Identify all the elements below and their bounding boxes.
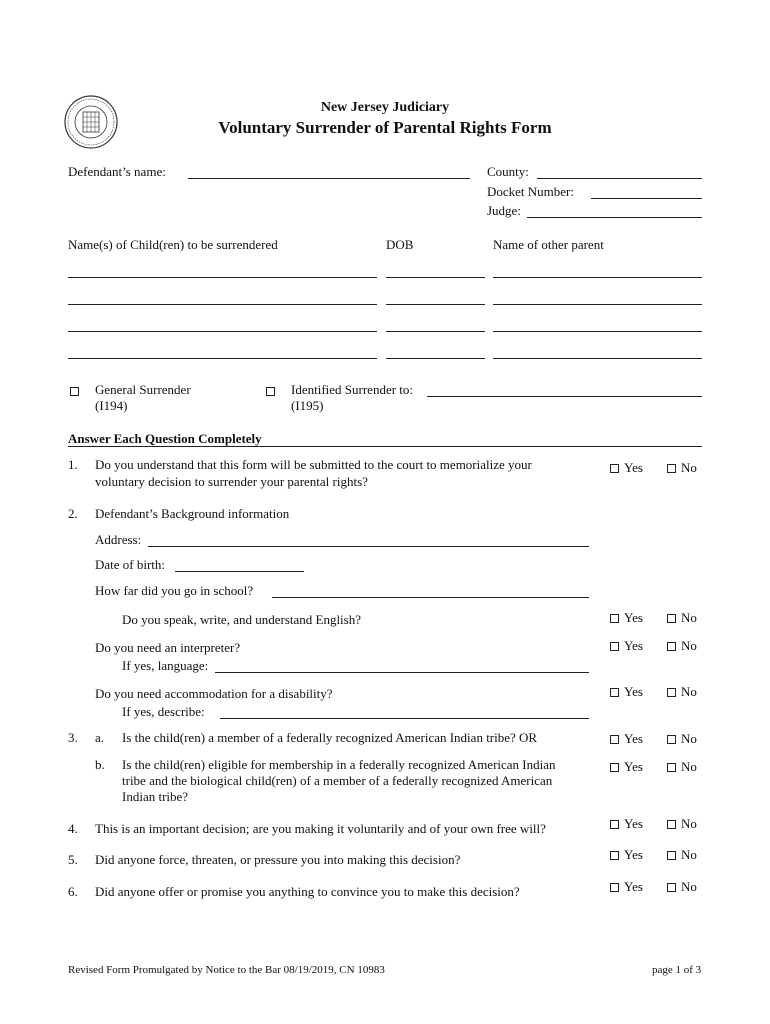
identified-surrender-field[interactable] — [427, 396, 702, 397]
docket-number-field[interactable] — [591, 198, 702, 199]
no-label: No — [681, 684, 697, 699]
describe-field[interactable] — [220, 718, 589, 719]
identified-surrender-code: (I195) — [291, 398, 324, 413]
q1-yes-option[interactable] — [610, 460, 643, 476]
q5-number: 5. — [68, 852, 78, 867]
q3b-text-line2: tribe and the biological child(ren) of a member of a federally recognized American — [122, 773, 553, 788]
yes-label: Yes — [624, 759, 643, 774]
checkbox-icon[interactable] — [667, 688, 676, 697]
docket-number-label: Docket Number: — [487, 184, 575, 199]
q1-text-line2: voluntary decision to surrender your parental rights? — [95, 474, 368, 489]
yes-label: Yes — [624, 460, 643, 475]
yes-label: Yes — [624, 879, 643, 894]
q6-number: 6. — [68, 884, 78, 899]
q6-text: Did anyone offer or promise you anything to convince you to make this decision? — [95, 884, 520, 899]
identified-surrender-label: Identified Surrender to: — [291, 382, 414, 397]
checkbox-icon[interactable] — [667, 763, 676, 772]
yes-label: Yes — [624, 610, 643, 625]
no-label: No — [681, 731, 697, 746]
checkbox-icon[interactable] — [610, 642, 619, 651]
checkbox-icon[interactable] — [610, 735, 619, 744]
language-label: If yes, language: — [122, 658, 209, 673]
footer-revision-note: Revised Form Promulgated by Notice to the Bar 08/19/2019, CN 10983 — [68, 964, 385, 976]
english-no-option[interactable] — [667, 610, 697, 626]
checkbox-icon[interactable] — [610, 688, 619, 697]
q4-no-option[interactable] — [667, 816, 697, 832]
child-dob-field[interactable] — [386, 358, 485, 359]
child-name-field[interactable] — [68, 304, 377, 305]
q3a-letter: a. — [95, 730, 105, 745]
defendant-name-field[interactable] — [188, 178, 470, 179]
no-label: No — [681, 879, 697, 894]
children-names-header: Name(s) of Child(ren) to be surrendered — [68, 237, 278, 252]
section-heading: Answer Each Question Completely — [68, 431, 262, 446]
q1-number: 1. — [68, 457, 78, 472]
yes-label: Yes — [624, 638, 643, 653]
other-parent-field[interactable] — [493, 304, 702, 305]
accommodation-no-option[interactable] — [667, 684, 697, 700]
child-dob-field[interactable] — [386, 331, 485, 332]
section-divider — [68, 446, 702, 447]
q3-number: 3. — [68, 730, 78, 745]
no-label: No — [681, 759, 697, 774]
q1-text-line1: Do you understand that this form will be submitted to the court to memorialize your — [95, 457, 532, 472]
checkbox-icon[interactable] — [610, 820, 619, 829]
checkbox-icon[interactable] — [667, 883, 676, 892]
defendant-name-label: Defendant’s name: — [68, 164, 166, 179]
county-field[interactable] — [537, 178, 702, 179]
checkbox-icon[interactable] — [667, 464, 676, 473]
county-label: County: — [487, 164, 529, 179]
child-dob-field[interactable] — [386, 277, 485, 278]
q4-text: This is an important decision; are you making it voluntarily and of your own free will? — [95, 821, 546, 836]
q3b-yes-option[interactable] — [610, 759, 643, 775]
checkbox-icon[interactable] — [610, 464, 619, 473]
date-of-birth-label: Date of birth: — [95, 557, 166, 572]
interpreter-no-option[interactable] — [667, 638, 697, 654]
no-label: No — [681, 460, 697, 475]
general-surrender-checkbox[interactable] — [70, 387, 79, 396]
no-label: No — [681, 638, 697, 653]
q3a-yes-option[interactable] — [610, 731, 643, 747]
q3b-letter: b. — [95, 757, 105, 772]
q4-yes-option[interactable] — [610, 816, 643, 832]
general-surrender-code: (I194) — [95, 398, 128, 413]
accommodation-yes-option[interactable] — [610, 684, 643, 700]
child-dob-field[interactable] — [386, 304, 485, 305]
q5-yes-option[interactable] — [610, 847, 643, 863]
english-yes-option[interactable] — [610, 610, 643, 626]
english-question: Do you speak, write, and understand English? — [122, 612, 362, 627]
identified-surrender-checkbox[interactable] — [266, 387, 275, 396]
interpreter-question: Do you need an interpreter? — [95, 640, 241, 655]
school-label: How far did you go in school? — [95, 583, 254, 598]
q4-number: 4. — [68, 821, 78, 836]
q3a-text: Is the child(ren) a member of a federally recognized American Indian tribe? OR — [122, 730, 538, 745]
checkbox-icon[interactable] — [610, 763, 619, 772]
q3b-text-line1: Is the child(ren) eligible for membership in a federally recognized American Indian — [122, 757, 556, 772]
page-number: page 1 of 3 — [652, 964, 702, 976]
q2-text: Defendant’s Background information — [95, 506, 290, 521]
checkbox-icon[interactable] — [610, 883, 619, 892]
other-parent-field[interactable] — [493, 331, 702, 332]
checkbox-icon[interactable] — [667, 735, 676, 744]
q3b-text-line3: Indian tribe? — [122, 789, 189, 804]
q2-number: 2. — [68, 506, 78, 521]
yes-label: Yes — [624, 731, 643, 746]
no-label: No — [681, 816, 697, 831]
general-surrender-label: General Surrender — [95, 382, 191, 397]
date-of-birth-field[interactable] — [175, 571, 304, 572]
language-field[interactable] — [215, 672, 589, 673]
q5-text: Did anyone force, threaten, or pressure you into making this decision? — [95, 852, 461, 867]
judge-field[interactable] — [527, 217, 702, 218]
yes-label: Yes — [624, 847, 643, 862]
q3a-no-option[interactable] — [667, 731, 697, 747]
yes-label: Yes — [624, 816, 643, 831]
school-field[interactable] — [272, 597, 589, 598]
other-parent-header: Name of other parent — [493, 237, 604, 252]
q5-no-option[interactable] — [667, 847, 697, 863]
no-label: No — [681, 847, 697, 862]
q6-yes-option[interactable] — [610, 879, 643, 895]
dob-header: DOB — [386, 237, 414, 252]
checkbox-icon[interactable] — [667, 614, 676, 623]
page-title: Voluntary Surrender of Parental Rights Form — [218, 118, 552, 137]
q1-no-option[interactable] — [667, 460, 697, 476]
other-parent-field[interactable] — [493, 358, 702, 359]
org-name: New Jersey Judiciary — [320, 100, 450, 115]
address-label: Address: — [95, 532, 142, 547]
no-label: No — [681, 610, 697, 625]
child-name-field[interactable] — [68, 358, 377, 359]
q3b-no-option[interactable] — [667, 759, 697, 775]
checkbox-icon[interactable] — [610, 614, 619, 623]
interpreter-yes-option[interactable] — [610, 638, 643, 654]
judge-label: Judge: — [487, 203, 521, 218]
other-parent-field[interactable] — [493, 277, 702, 278]
address-field[interactable] — [148, 546, 589, 547]
describe-label: If yes, describe: — [122, 704, 205, 719]
checkbox-icon[interactable] — [667, 642, 676, 651]
checkbox-icon[interactable] — [610, 851, 619, 860]
child-name-field[interactable] — [68, 277, 377, 278]
child-name-field[interactable] — [68, 331, 377, 332]
checkbox-icon[interactable] — [667, 851, 676, 860]
q6-no-option[interactable] — [667, 879, 697, 895]
accommodation-question: Do you need accommodation for a disability? — [95, 686, 333, 701]
checkbox-icon[interactable] — [667, 820, 676, 829]
yes-label: Yes — [624, 684, 643, 699]
